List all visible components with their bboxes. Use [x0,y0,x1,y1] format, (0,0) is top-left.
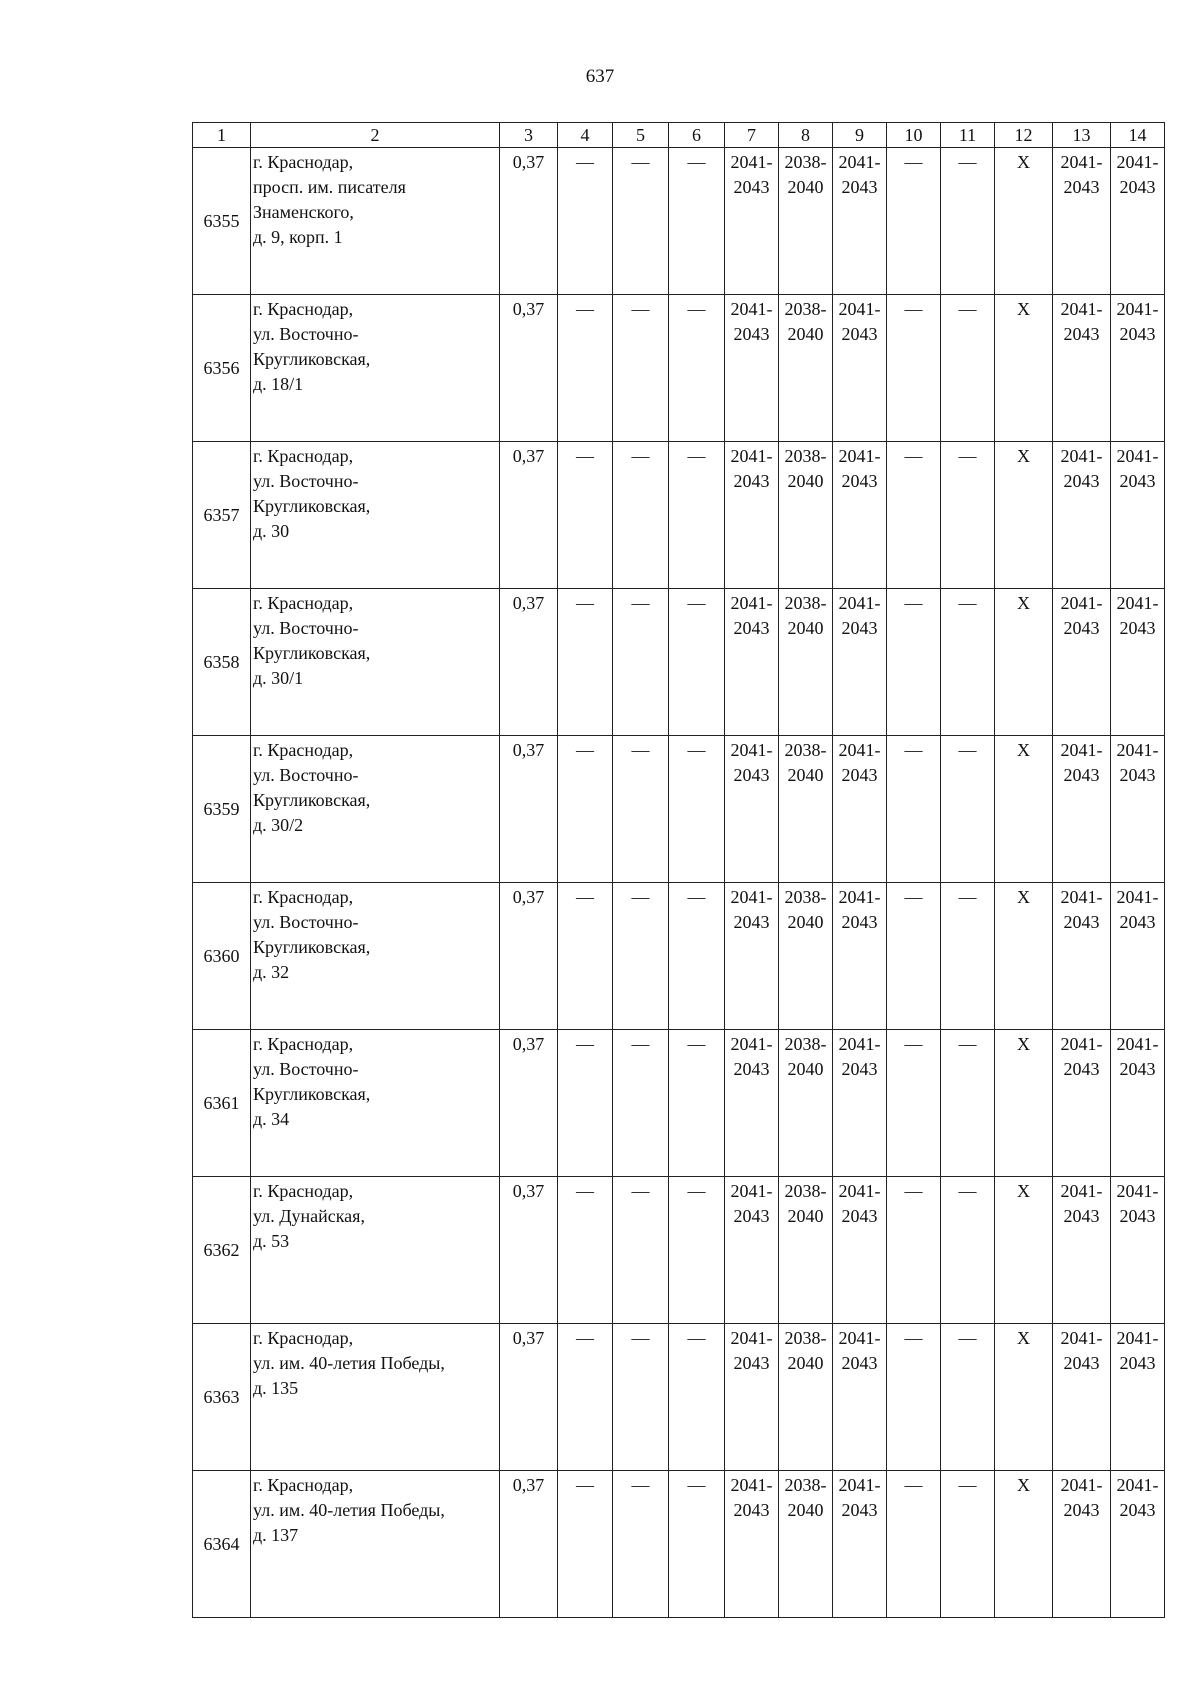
col7-period-cell: 2041- 2043 [725,736,779,883]
address-cell: г. Краснодар, ул. им. 40-летия Победы, д. 135 [251,1324,500,1471]
col10-cell: — [887,295,941,442]
table-row [193,1177,1165,1324]
page-number: 637 [585,66,615,87]
col7-period-cell: 2041- 2043 [725,295,779,442]
col9-period-cell: 2041- 2043 [833,295,887,442]
column-header: 7 [725,123,779,148]
column-header: 4 [558,123,613,148]
row-number: 6357 [193,442,251,589]
col5-cell: — [613,1324,669,1471]
value-cell: 0,37 [500,1177,558,1324]
col9-period-cell: 2041- 2043 [833,148,887,295]
value-cell: 0,37 [500,295,558,442]
address-cell: г. Краснодар, ул. Восточно- Кругликовская, д. 34 [251,1030,500,1177]
col5-cell: — [613,442,669,589]
col5-cell: — [613,1177,669,1324]
col4-cell: — [558,148,613,295]
column-header: 13 [1053,123,1111,148]
value-cell: 0,37 [500,442,558,589]
col5-cell: — [613,883,669,1030]
col7-period-cell: 2041- 2043 [725,1471,779,1618]
address-cell: г. Краснодар, ул. Восточно- Кругликовская, д. 30 [251,442,500,589]
column-number-row [193,123,1165,148]
value-cell: 0,37 [500,1324,558,1471]
registry-table [192,122,1165,1618]
col12-mark-cell: Х [995,589,1053,736]
col9-period-cell: 2041- 2043 [833,736,887,883]
col6-cell: — [669,148,725,295]
column-header: 5 [613,123,669,148]
col14-period-cell: 2041- 2043 [1111,295,1165,442]
value-cell: 0,37 [500,1030,558,1177]
col4-cell: — [558,589,613,736]
col14-period-cell: 2041- 2043 [1111,883,1165,1030]
row-number: 6359 [193,736,251,883]
col13-period-cell: 2041- 2043 [1053,1324,1111,1471]
col14-period-cell: 2041- 2043 [1111,1324,1165,1471]
row-number: 6360 [193,883,251,1030]
col13-period-cell: 2041- 2043 [1053,295,1111,442]
column-header: 14 [1111,123,1165,148]
col11-cell: — [941,442,995,589]
col7-period-cell: 2041- 2043 [725,589,779,736]
col4-cell: — [558,736,613,883]
col7-period-cell: 2041- 2043 [725,1177,779,1324]
col10-cell: — [887,1471,941,1618]
col9-period-cell: 2041- 2043 [833,589,887,736]
col6-cell: — [669,1030,725,1177]
col5-cell: — [613,589,669,736]
col6-cell: — [669,589,725,736]
col6-cell: — [669,736,725,883]
col12-mark-cell: Х [995,1324,1053,1471]
col13-period-cell: 2041- 2043 [1053,589,1111,736]
row-number: 6364 [193,1471,251,1618]
column-header: 9 [833,123,887,148]
col12-mark-cell: Х [995,442,1053,589]
col6-cell: — [669,442,725,589]
column-header: 6 [669,123,725,148]
row-number: 6363 [193,1324,251,1471]
col11-cell: — [941,148,995,295]
col14-period-cell: 2041- 2043 [1111,1471,1165,1618]
col8-period-cell: 2038- 2040 [779,1471,833,1618]
col12-mark-cell: Х [995,148,1053,295]
table-row [193,1324,1165,1471]
table-row [193,148,1165,295]
table-row [193,442,1165,589]
col4-cell: — [558,883,613,1030]
col8-period-cell: 2038- 2040 [779,442,833,589]
col7-period-cell: 2041- 2043 [725,883,779,1030]
col8-period-cell: 2038- 2040 [779,883,833,1030]
value-cell: 0,37 [500,589,558,736]
col7-period-cell: 2041- 2043 [725,442,779,589]
col11-cell: — [941,883,995,1030]
row-number: 6361 [193,1030,251,1177]
col7-period-cell: 2041- 2043 [725,148,779,295]
col9-period-cell: 2041- 2043 [833,1324,887,1471]
col11-cell: — [941,295,995,442]
value-cell: 0,37 [500,883,558,1030]
col4-cell: — [558,295,613,442]
column-header: 8 [779,123,833,148]
col9-period-cell: 2041- 2043 [833,883,887,1030]
col5-cell: — [613,1030,669,1177]
col13-period-cell: 2041- 2043 [1053,442,1111,589]
row-number: 6355 [193,148,251,295]
col13-period-cell: 2041- 2043 [1053,1030,1111,1177]
col13-period-cell: 2041- 2043 [1053,883,1111,1030]
col6-cell: — [669,1324,725,1471]
col4-cell: — [558,1030,613,1177]
col10-cell: — [887,1177,941,1324]
col8-period-cell: 2038- 2040 [779,295,833,442]
col8-period-cell: 2038- 2040 [779,736,833,883]
col5-cell: — [613,148,669,295]
address-cell: г. Краснодар, ул. Восточно- Кругликовская, д. 30/2 [251,736,500,883]
value-cell: 0,37 [500,1471,558,1618]
column-header: 2 [251,123,500,148]
col5-cell: — [613,295,669,442]
col10-cell: — [887,736,941,883]
col13-period-cell: 2041- 2043 [1053,1177,1111,1324]
col14-period-cell: 2041- 2043 [1111,589,1165,736]
col4-cell: — [558,442,613,589]
col5-cell: — [613,1471,669,1618]
value-cell: 0,37 [500,736,558,883]
table-body [193,148,1165,1618]
column-header: 11 [941,123,995,148]
col10-cell: — [887,1324,941,1471]
table-row [193,736,1165,883]
col11-cell: — [941,736,995,883]
address-cell: г. Краснодар, ул. Восточно- Кругликовская, д. 30/1 [251,589,500,736]
col8-period-cell: 2038- 2040 [779,1324,833,1471]
col4-cell: — [558,1177,613,1324]
col14-period-cell: 2041- 2043 [1111,148,1165,295]
col11-cell: — [941,1471,995,1618]
col8-period-cell: 2038- 2040 [779,1177,833,1324]
address-cell: г. Краснодар, ул. Дунайская, д. 53 [251,1177,500,1324]
col5-cell: — [613,736,669,883]
table-row [193,589,1165,736]
col8-period-cell: 2038- 2040 [779,1030,833,1177]
col6-cell: — [669,1471,725,1618]
col14-period-cell: 2041- 2043 [1111,736,1165,883]
col14-period-cell: 2041- 2043 [1111,1030,1165,1177]
col13-period-cell: 2041- 2043 [1053,148,1111,295]
col9-period-cell: 2041- 2043 [833,442,887,589]
row-number: 6358 [193,589,251,736]
col7-period-cell: 2041- 2043 [725,1324,779,1471]
col14-period-cell: 2041- 2043 [1111,1177,1165,1324]
col9-period-cell: 2041- 2043 [833,1471,887,1618]
col11-cell: — [941,1324,995,1471]
col12-mark-cell: Х [995,295,1053,442]
col6-cell: — [669,1177,725,1324]
column-header: 1 [193,123,251,148]
table-row [193,1471,1165,1618]
value-cell: 0,37 [500,148,558,295]
column-header: 3 [500,123,558,148]
column-header: 10 [887,123,941,148]
col6-cell: — [669,883,725,1030]
col7-period-cell: 2041- 2043 [725,1030,779,1177]
column-header: 12 [995,123,1053,148]
col12-mark-cell: Х [995,883,1053,1030]
col6-cell: — [669,295,725,442]
row-number: 6356 [193,295,251,442]
row-number: 6362 [193,1177,251,1324]
col11-cell: — [941,1177,995,1324]
col9-period-cell: 2041- 2043 [833,1030,887,1177]
address-cell: г. Краснодар, ул. им. 40-летия Победы, д. 137 [251,1471,500,1618]
col10-cell: — [887,589,941,736]
table-row [193,883,1165,1030]
col8-period-cell: 2038- 2040 [779,148,833,295]
table-row [193,1030,1165,1177]
col4-cell: — [558,1471,613,1618]
col10-cell: — [887,1030,941,1177]
table-row [193,295,1165,442]
col4-cell: — [558,1324,613,1471]
col13-period-cell: 2041- 2043 [1053,736,1111,883]
address-cell: г. Краснодар, ул. Восточно- Кругликовская, д. 32 [251,883,500,1030]
col8-period-cell: 2038- 2040 [779,589,833,736]
col10-cell: — [887,442,941,589]
address-cell: г. Краснодар, просп. им. писателя Знаменского, д. 9, корп. 1 [251,148,500,295]
col11-cell: — [941,1030,995,1177]
col12-mark-cell: Х [995,736,1053,883]
col10-cell: — [887,148,941,295]
col13-period-cell: 2041- 2043 [1053,1471,1111,1618]
address-cell: г. Краснодар, ул. Восточно- Кругликовская, д. 18/1 [251,295,500,442]
col10-cell: — [887,883,941,1030]
col12-mark-cell: Х [995,1030,1053,1177]
col12-mark-cell: Х [995,1177,1053,1324]
col14-period-cell: 2041- 2043 [1111,442,1165,589]
col9-period-cell: 2041- 2043 [833,1177,887,1324]
col12-mark-cell: Х [995,1471,1053,1618]
col11-cell: — [941,589,995,736]
